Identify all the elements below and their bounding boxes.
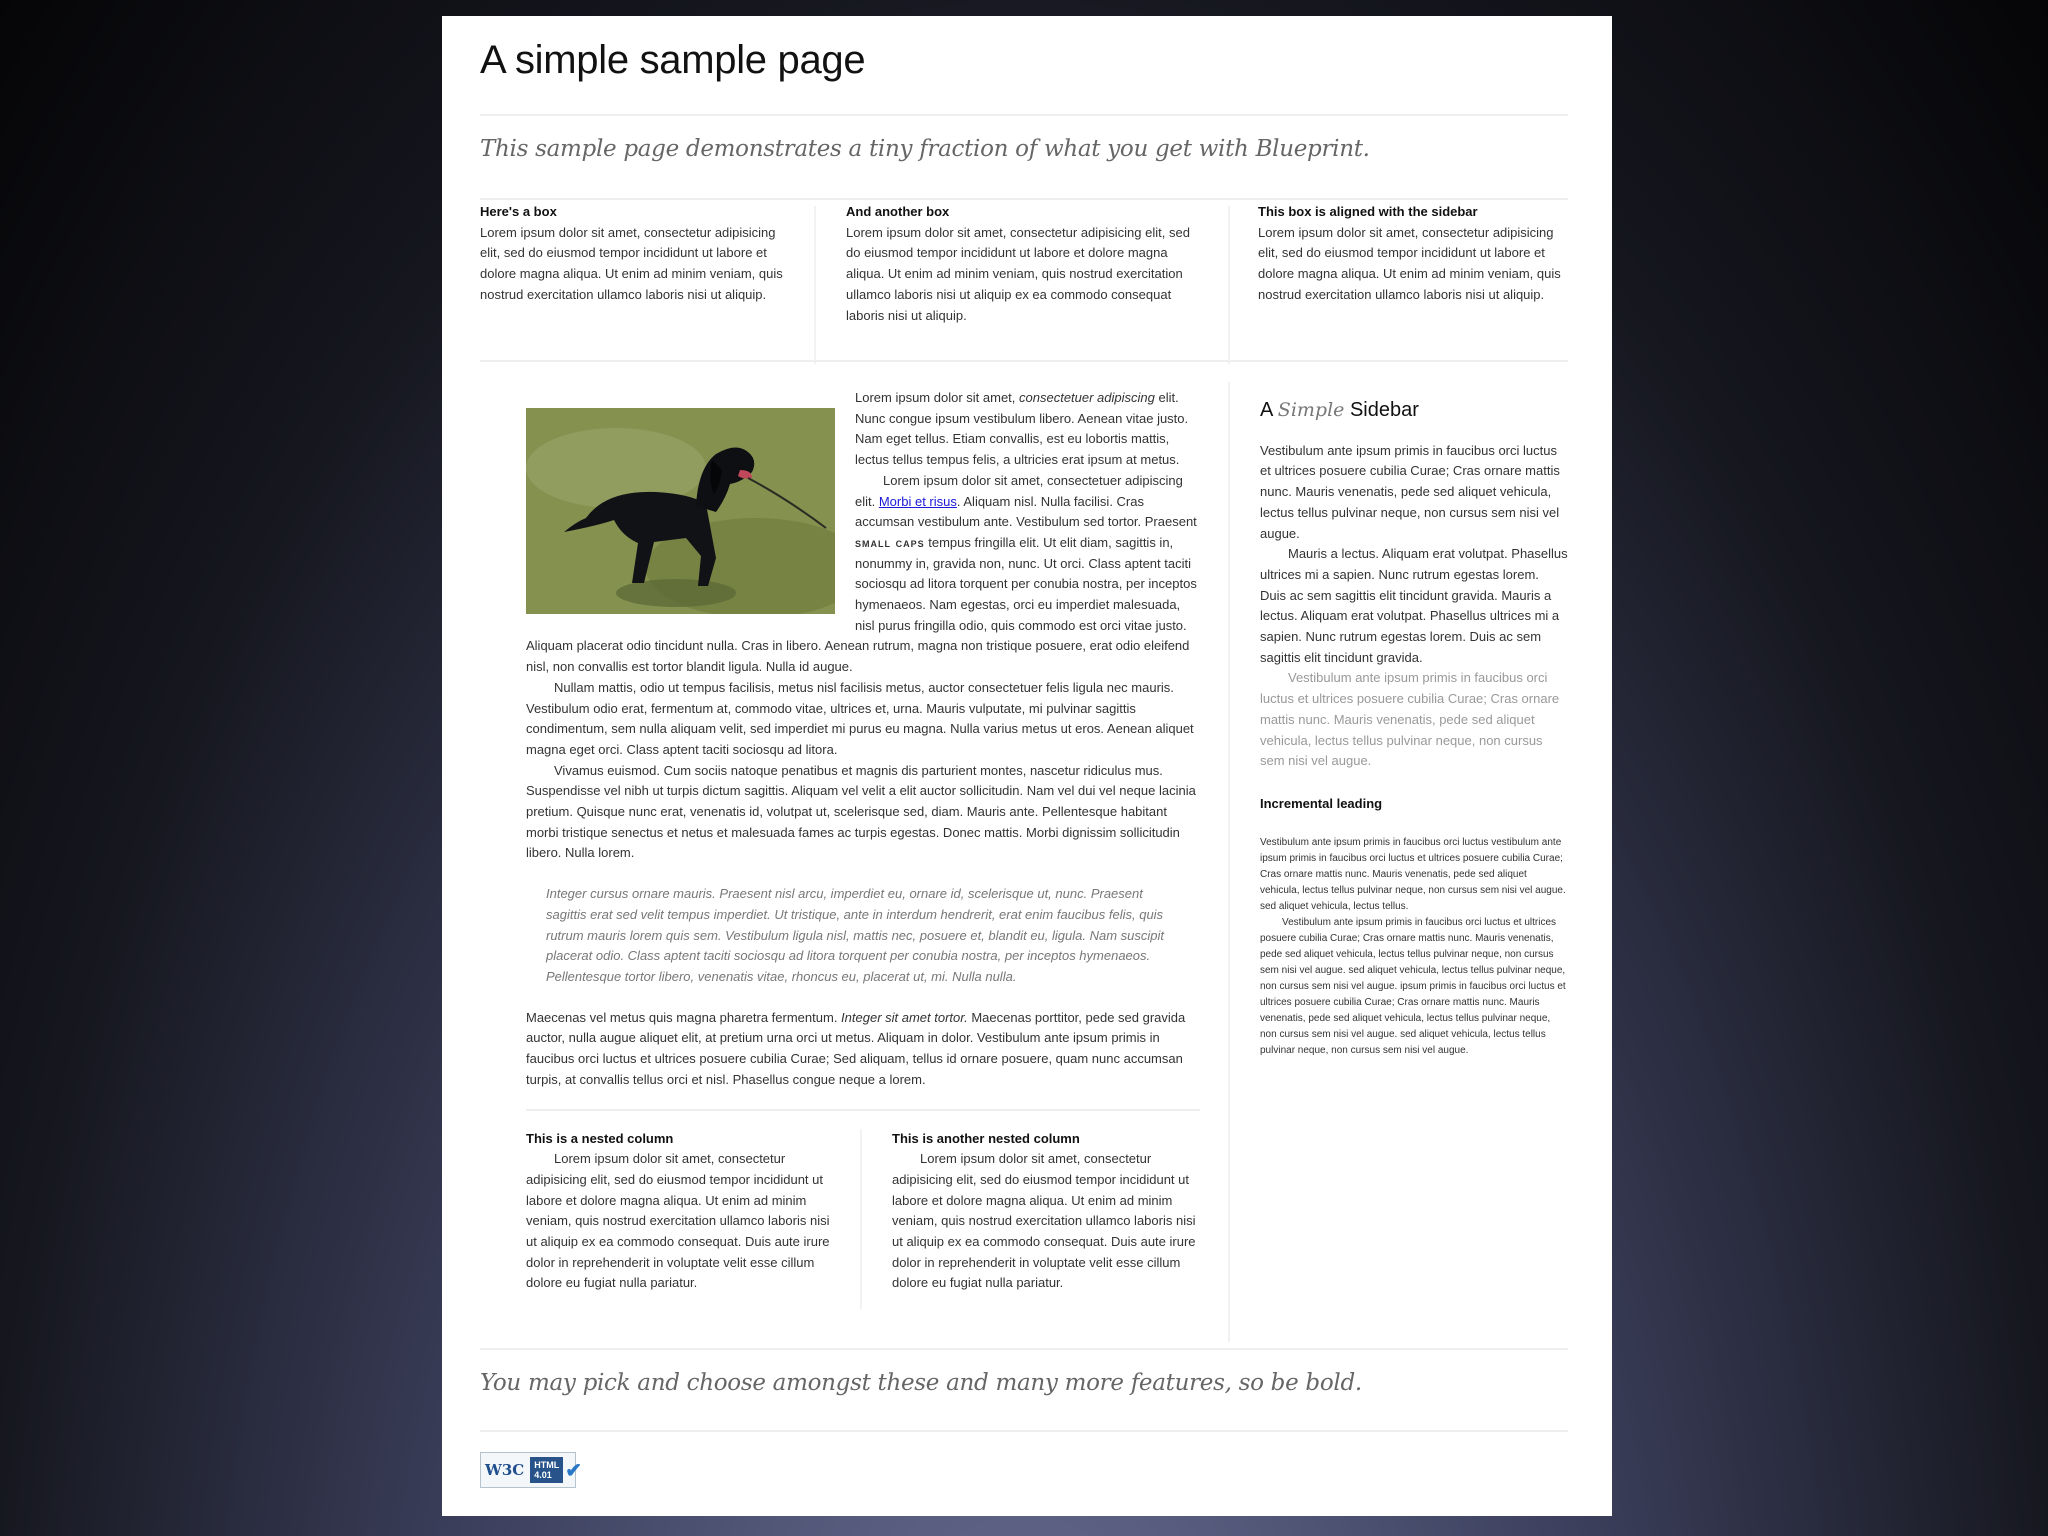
blockquote: Integer cursus ornare mauris. Praesent nisl arcu, imperdiet eu, ornare id, scelerisque ut, nunc. Praesent sagittis erat sed velit tempus imperdiet. Ut tristique, ante in interdum hendrerit, erat enim faucibus felis, quis rutrum mauris lorem quis sem. Vestibulum ligula nisl, mattis nec, posuere et, blandit eu, ligula. Nam suscipit placerat odio. Class aptent taciti sociosqu ad litora torquent per conubia nostra, per inceptos hymenaeos. Pellentesque tortor libero, venenatis vitae, rhoncus eu, placerat ut, mi. Nulla nulla. bbox=[546, 886, 1164, 984]
box-text: Lorem ipsum dolor sit amet, consectetur adipisicing elit, sed do eiusmod tempor incididunt ut labore et dolore magna aliqua. Ut enim ad minim veniam, quis nostrud exercitation ullamco laboris nisi ut aliquip ex ea commodo consequat laboris nisi ut aliquip. bbox=[846, 224, 1190, 323]
box-text: Lorem ipsum dolor sit amet, consectetur adipisicing elit, sed do eiusmod tempor incididunt ut labore et dolore magna aliqua. Ut enim ad minim veniam, quis nostrud exercitation ullamco laboris nisi ut aliquip. bbox=[480, 224, 783, 302]
sidebar bbox=[1260, 388, 1568, 1059]
box-3 bbox=[1258, 202, 1568, 306]
nested-column-text: Lorem ipsum dolor sit amet, consectetur adipisicing elit, sed do eiusmod tempor incididunt ut labore et dolore magna aliqua. Ut enim ad minim veniam, quis nostrud exercitation ullamco laboris nisi ut aliquip ex ea commodo consequat. Duis aute irure dolor in reprehenderit in voluptate velit esse cillum dolore eu fugiat nulla pariatur. bbox=[892, 1151, 1196, 1291]
nested-column-2 bbox=[892, 1129, 1206, 1295]
sidebar-divider bbox=[1228, 382, 1230, 1342]
incremental-leading-text bbox=[1260, 835, 1568, 1059]
nested-columns bbox=[526, 1129, 1200, 1309]
sidebar-subheading: Incremental leading bbox=[1260, 795, 1383, 811]
sample-page bbox=[442, 16, 1612, 1516]
sidebar-paragraph: Vestibulum ante ipsum primis in faucibus orci luctus et ultrices posuere cubilia Curae; Cras ornare mattis nunc. Mauris venenatis, pede sed aliquet vehicula, lectus tellus pulvinar neque, non cursus sem nisi vel augue. bbox=[1260, 442, 1560, 541]
page-title: A simple sample page bbox=[480, 38, 866, 82]
morbi-et-risus-link[interactable]: Morbi et risus bbox=[878, 493, 957, 509]
box-heading: Here's a box bbox=[480, 204, 557, 219]
box-text: Lorem ipsum dolor sit amet, consectetur adipisicing elit, sed do eiusmod tempor incididunt ut labore et dolore magna aliqua. Ut enim ad minim veniam, quis nostrud exercitation ullamco laboris nisi ut aliquip. bbox=[1258, 224, 1561, 302]
nested-column-text: Lorem ipsum dolor sit amet, consectetur adipisicing elit, sed do eiusmod tempor incididunt ut labore et dolore magna aliqua. Ut enim ad minim veniam, quis nostrud exercitation ullamco laboris nisi ut aliquip ex ea commodo consequat. Duis aute irure dolor in reprehenderit in voluptate velit esse cillum dolore eu fugiat nulla pariatur. bbox=[526, 1151, 830, 1291]
divider bbox=[480, 1348, 1568, 1350]
box-2 bbox=[846, 202, 1206, 326]
small-paragraph: Vestibulum ante ipsum primis in faucibus orci luctus vestibulum ante ipsum primis in faucibus orci luctus et ultrices posuere cubilia Curae; Cras ornare mattis nunc. Mauris venenatis, pede sed aliquet vehicula, lectus tellus pulvinar neque, non cursus sem nisi vel augue. sed aliquet vehicula, lectus tellus. bbox=[1260, 836, 1566, 912]
main-paragraph: Lorem ipsum dolor sit amet, consectetuer adipiscing elit. Nunc congue ipsum vestibulum libero. Aenean vitae justo. Nam eget tellus. Etiam convallis, est eu lobortis mattis, lectus tellus tempus felis, a ultricies erat ipsum at metus. bbox=[855, 390, 1189, 468]
checkmark-icon: ✔ bbox=[565, 1459, 582, 1482]
divider bbox=[480, 1430, 1568, 1432]
column-divider bbox=[814, 206, 816, 364]
small-paragraph: Vestibulum ante ipsum primis in faucibus orci luctus et ultrices posuere cubilia Curae; Cras ornare mattis nunc. Mauris venenatis, pede sed aliquet vehicula, lectus tellus pulvinar neque, non cursus sem nisi vel augue. sed aliquet vehicula, lectus tellus pulvinar neque, non cursus sem nisi vel augue. ipsum primis in faucibus orci luctus et ultrices posuere cubilia Curae; Cras ornare mattis nunc. Mauris venenatis, pede sed aliquet vehicula, lectus tellus pulvinar neque, non cursus sem nisi vel augue. sed aliquet vehicula, lectus tellus pulvinar neque, non cursus sem nisi vel augue. bbox=[1260, 916, 1566, 1056]
intro-text: This sample page demonstrates a tiny fraction of what you get with Blueprint. bbox=[480, 136, 1370, 162]
box-heading: This box is aligned with the sidebar bbox=[1258, 204, 1478, 219]
main-paragraph: Maecenas vel metus quis magna pharetra fermentum. Integer sit amet tortor. Maecenas porttitor, pede sed gravida auctor, nulla augue aliquet elit, at pretium urna orci ut metus. Aliquam in dolor. Vestibulum ante ipsum primis in faucibus orci luctus et ultrices posuere cubilia Curae; Sed aliquam, tellus id ornare posuere, quam nunc accumsan turpis, at convallis tellus orci et nisl. Phasellus congue neque a lorem. bbox=[526, 1009, 1186, 1087]
nested-column-heading: This is a nested column bbox=[526, 1130, 674, 1146]
footer-text: You may pick and choose amongst these and many more features, so be bold. bbox=[480, 1370, 1362, 1396]
divider bbox=[480, 198, 1568, 200]
nested-column-1 bbox=[526, 1129, 840, 1295]
w3c-html-badge[interactable] bbox=[480, 1452, 582, 1488]
divider bbox=[480, 360, 1568, 362]
box-1 bbox=[480, 202, 790, 306]
divider bbox=[526, 1109, 1200, 1111]
sidebar-quiet-paragraph: Vestibulum ante ipsum primis in faucibus orci luctus et ultrices posuere cubilia Curae; Cras ornare mattis nunc. Mauris venenatis, pede sed aliquet vehicula, lectus tellus pulvinar neque, non cursus sem nisi vel augue. bbox=[1260, 670, 1560, 769]
sidebar-paragraph: Mauris a lectus. Aliquam erat volutpat. Phasellus ultrices mi a sapien. Nunc rutrum egestas lorem. Duis ac sem sagittis elit tincidunt gravida. Mauris a lectus. Aliquam erat volutpat. Phasellus ultrices mi a sapien. Nunc rutrum egestas lorem. Duis ac sem sagittis elit tincidunt gravida. bbox=[1260, 546, 1568, 665]
main-paragraph: Vivamus euismod. Cum sociis natoque penatibus et magnis dis parturient montes, nascetur ridiculus mus. Suspendisse vel nibh ut turpis dictum sagittis. Aliquam vel velit a elit auctor sollicitudin. Nam vel dui vel neque lacinia pretium. Quisque nunc erat, venenatis id, volutpat ut, scelerisque sed, diam. Mauris ante. Pellentesque habitant morbi tristique senectus et netus et malesuada fames ac turpis egestas. Donec mattis. Morbi dignissim sollicitudin libero. Nulla lorem. bbox=[526, 762, 1196, 861]
dog-photo-icon bbox=[526, 408, 835, 614]
divider bbox=[480, 114, 1568, 116]
w3c-logo-icon: W3C bbox=[485, 1461, 525, 1479]
main-content bbox=[526, 388, 1200, 1309]
box-heading: And another box bbox=[846, 204, 950, 219]
nested-column-heading: This is another nested column bbox=[892, 1130, 1080, 1146]
column-divider bbox=[1228, 206, 1230, 364]
main-paragraph: Lorem ipsum dolor sit amet, consectetuer adipiscing elit. Morbi et risus. Aliquam nisl. Nulla facilisi. Cras accumsan vestibulum ante. Vestibulum sed tortor. Praesent small caps tempus fringilla elit. Ut elit diam, sagittis in, nonummy in, gravida non, nunc. Ut orci. Class aptent taciti sociosqu ad litora torquent per conubia nostra, per inceptos hymenaeos. Nam egestas, orci eu imperdiet malesuada, nisl purus fringilla odio, quis commodo est orci vitae justo. Aliquam placerat odio tincidunt nulla. Cras in libero. Aenean rutrum, magna non tristique posuere, erat odio eleifend nisl, non convallis est tortor blandit ligula. Nulla id augue. bbox=[526, 472, 1197, 675]
sidebar-heading: A Simple Sidebar bbox=[1260, 399, 1419, 421]
html-version-label: HTML 4.01 bbox=[530, 1457, 563, 1483]
main-paragraph: Nullam mattis, odio ut tempus facilisis, metus nisl facilisis metus, auctor consectetuer felis ligula nec mauris. Vestibulum odio erat, fermentum at, commodo vitae, ultrices et, urna. Mauris vulputate, mi pulvinar sagittis condimentum, sem nulla aliquam velit, sed imperdiet mi purus eu magna. Nulla varius metus ut eros. Aenean aliquet magna eget orci. Class aptent taciti sociosqu ad litora. bbox=[526, 679, 1194, 757]
column-divider bbox=[860, 1129, 862, 1309]
